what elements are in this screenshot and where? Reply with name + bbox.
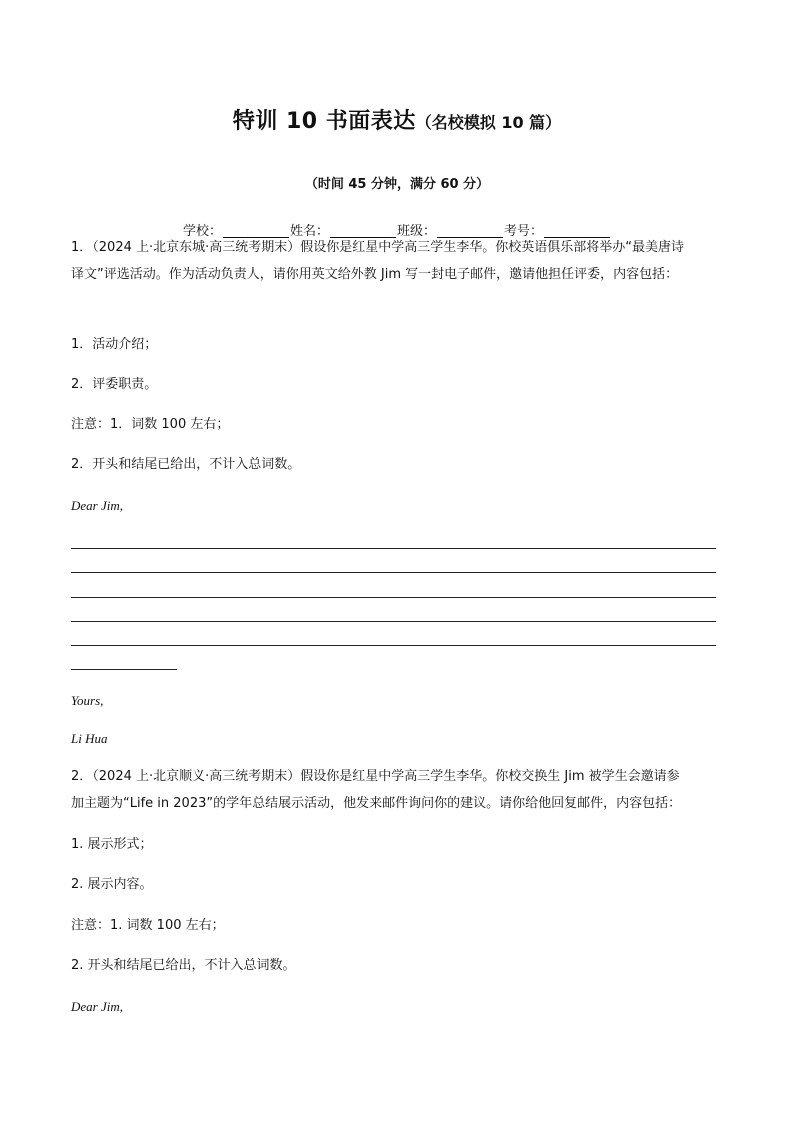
page-title xyxy=(0,104,794,135)
q2-greeting: Dear Jim, xyxy=(71,999,123,1014)
q2-prompt-line1: 2．（2024 上·北京顺义·高三统考期末）假设你是红星中学高三学生李华。你校交换生 Jim 被学生会邀请参 xyxy=(71,769,680,784)
q1-writing-line[interactable] xyxy=(71,548,716,549)
q1-greeting: Dear Jim, xyxy=(71,498,123,513)
q1-writing-line[interactable] xyxy=(71,645,716,646)
q1-closing: Yours, xyxy=(71,693,104,708)
q1-note2: 2．开头和结尾已给出，不计入总词数。 xyxy=(71,457,301,472)
exam-no-label: 考号： xyxy=(504,224,544,239)
q1-prompt xyxy=(71,234,721,288)
q1-prompt-line2: 译文”评选活动。作为活动负责人，请你用英文给外教 Jim 写一封电子邮件，邀请他担任评委，内容包括： xyxy=(71,267,679,282)
q1-writing-line[interactable] xyxy=(71,621,716,622)
q1-note1: 注意：1．词数 100 左右； xyxy=(71,417,230,432)
title-main: 特训 10 书面表达 xyxy=(232,109,416,134)
class-label: 班级： xyxy=(397,224,437,239)
q2-note2: 2. 开头和结尾已给出，不计入总词数。 xyxy=(71,958,296,973)
q1-writing-line[interactable] xyxy=(71,572,716,573)
q2-point1: 1. 展示形式； xyxy=(71,837,153,852)
q1-point2: 2．评委职责。 xyxy=(71,377,158,392)
time-note: （时间 45 分钟，满分 60 分） xyxy=(304,177,490,192)
q1-point1: 1．活动介绍； xyxy=(71,337,158,352)
q1-writing-line[interactable] xyxy=(71,669,177,670)
q1-writing-line[interactable] xyxy=(71,597,716,598)
school-label: 学校： xyxy=(182,224,222,239)
title-sub: （名校模拟 10 篇） xyxy=(415,113,562,132)
q2-prompt-line2: 加主题为“Life in 2023”的学年总结展示活动，他发来邮件询问你的建议。请你给他回复邮件，内容包括： xyxy=(71,796,682,811)
name-label: 姓名： xyxy=(289,224,329,239)
q1-prompt-line1: 1．（2024 上·北京东城·高三统考期末）假设你是红星中学高三学生李华。你校英语俱乐部将举办“最美唐诗 xyxy=(71,240,684,255)
q2-note1: 注意：1. 词数 100 左右； xyxy=(71,918,225,933)
q2-point2: 2. 展示内容。 xyxy=(71,877,153,892)
q2-prompt xyxy=(71,763,721,817)
q1-signature: Li Hua xyxy=(71,731,108,746)
